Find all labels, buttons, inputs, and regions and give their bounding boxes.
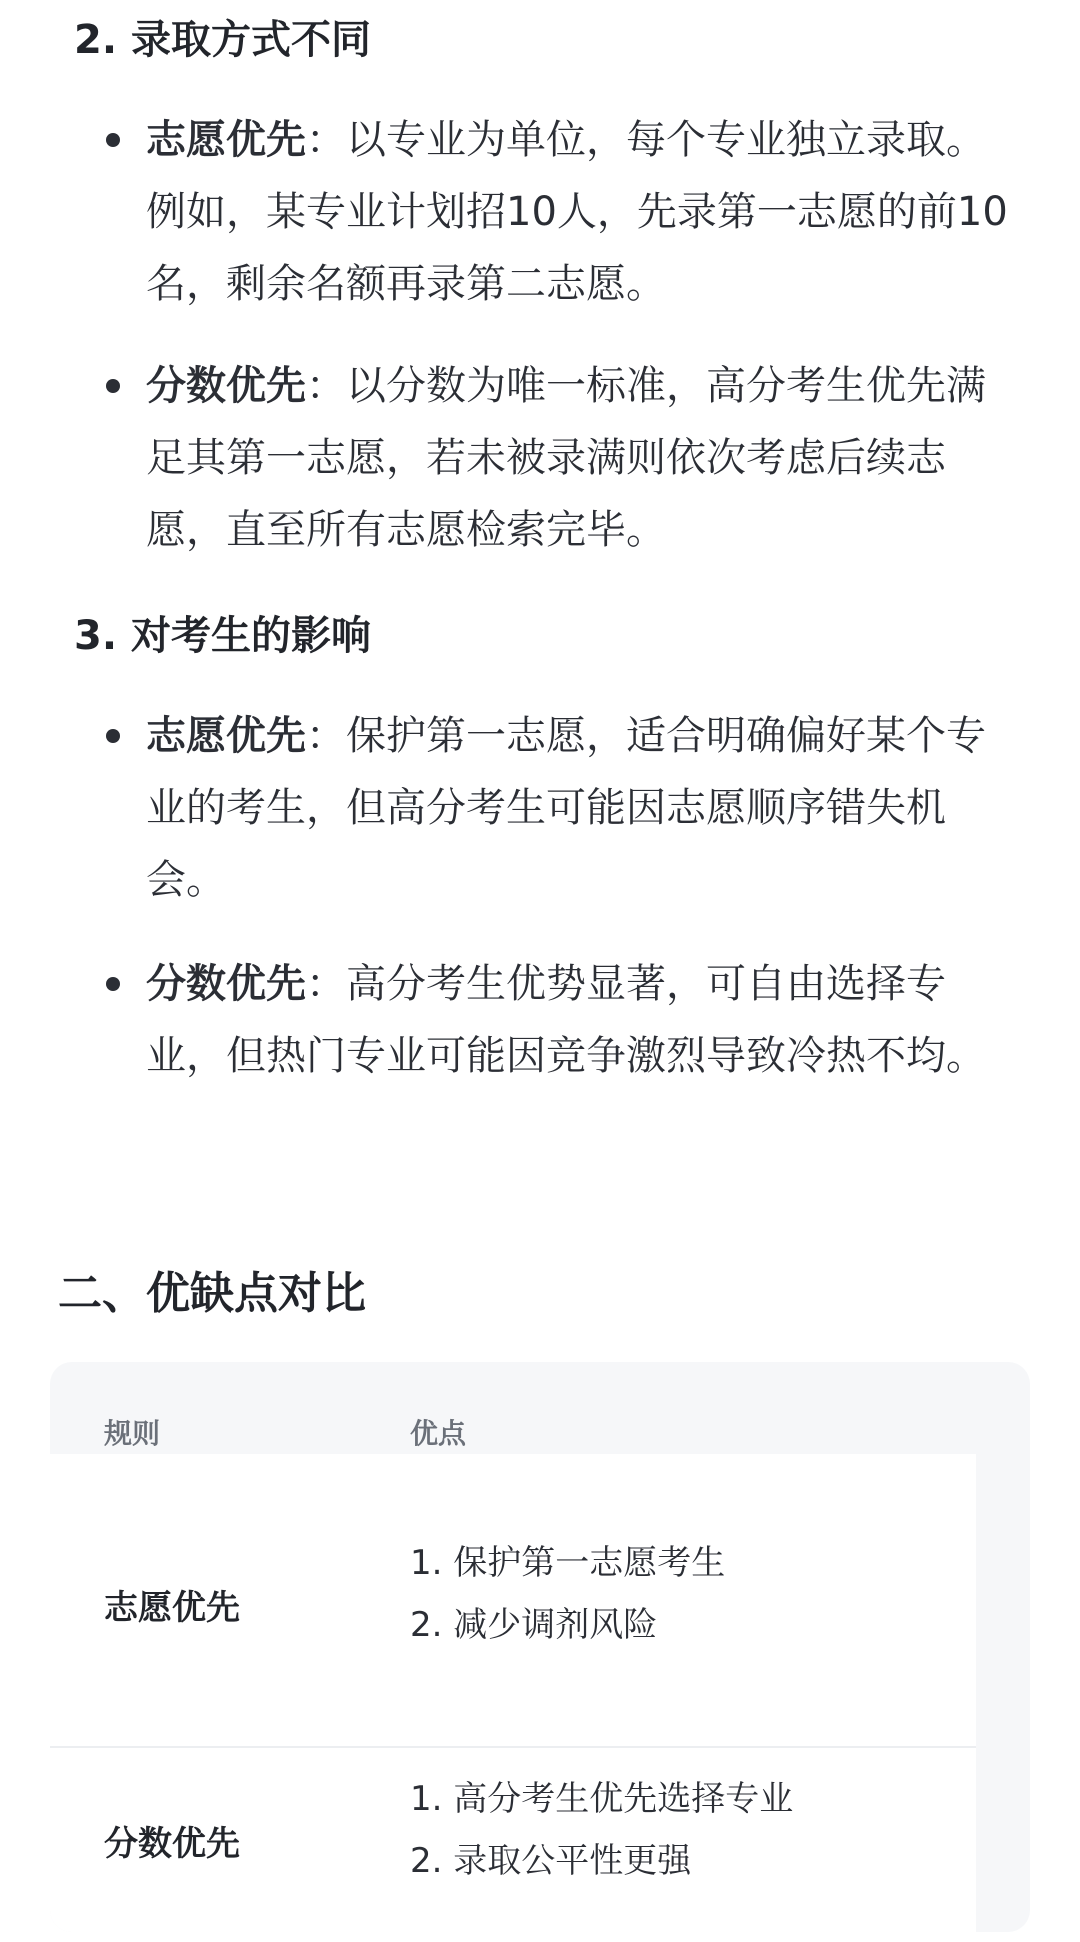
column-header-advantages: 优点 [410, 1417, 467, 1450]
list-item [146, 350, 1016, 566]
advantage-item: 2. 减少调剂风险 [410, 1605, 658, 1645]
section-heading: 3. 对考生的影响 [74, 613, 371, 659]
bullet-term: 志愿优先 [146, 713, 306, 759]
bullet-dot-icon [106, 729, 120, 743]
list-item [146, 948, 1016, 1092]
bullet-term: 分数优先 [146, 363, 306, 409]
list-item [146, 104, 1016, 320]
bullet-dot-icon [106, 133, 120, 147]
table-cell-rule: 分数优先 [104, 1824, 240, 1864]
bullet-term: 志愿优先 [146, 117, 306, 163]
table-body [50, 1454, 976, 1932]
bullet-separator: ： [306, 117, 346, 163]
row-divider [50, 1746, 976, 1748]
bullet-separator: ： [306, 363, 346, 409]
section-heading: 2. 录取方式不同 [74, 17, 371, 63]
comparison-table[interactable] [50, 1362, 1030, 1932]
advantage-item: 2. 录取公平性更强 [410, 1841, 692, 1881]
bullet-dot-icon [106, 977, 120, 991]
bullet-text: 高分考生优势显著，可自由选择专业，但热门专业可能因竞争激烈导致冷热不均。 [146, 961, 986, 1079]
bullet-text: 保护第一志愿，适合明确偏好某个专业的考生，但高分考生可能因志愿顺序错失机会。 [146, 713, 986, 903]
comparison-title: 二、优缺点对比 [58, 1268, 366, 1319]
advantage-item: 1. 高分考生优先选择专业 [410, 1779, 794, 1819]
bullet-text: 以分数为唯一标准，高分考生优先满足其第一志愿，若未被录满则依次考虑后续志愿，直至所有志愿检索完毕。 [146, 363, 986, 553]
column-header-rule: 规则 [104, 1417, 161, 1450]
list-item [146, 700, 1016, 916]
bullet-text: 以专业为单位，每个专业独立录取。例如，某专业计划招10人，先录第一志愿的前10名，剩余名额再录第二志愿。 [146, 117, 1008, 307]
bullet-separator: ： [306, 961, 346, 1007]
advantage-item: 1. 保护第一志愿考生 [410, 1543, 726, 1583]
bullet-term: 分数优先 [146, 961, 306, 1007]
table-cell-advantages [410, 1532, 725, 1656]
table-cell-advantages [410, 1768, 793, 1892]
table-cell-rule: 志愿优先 [104, 1588, 240, 1628]
bullet-dot-icon [106, 379, 120, 393]
bullet-separator: ： [306, 713, 346, 759]
